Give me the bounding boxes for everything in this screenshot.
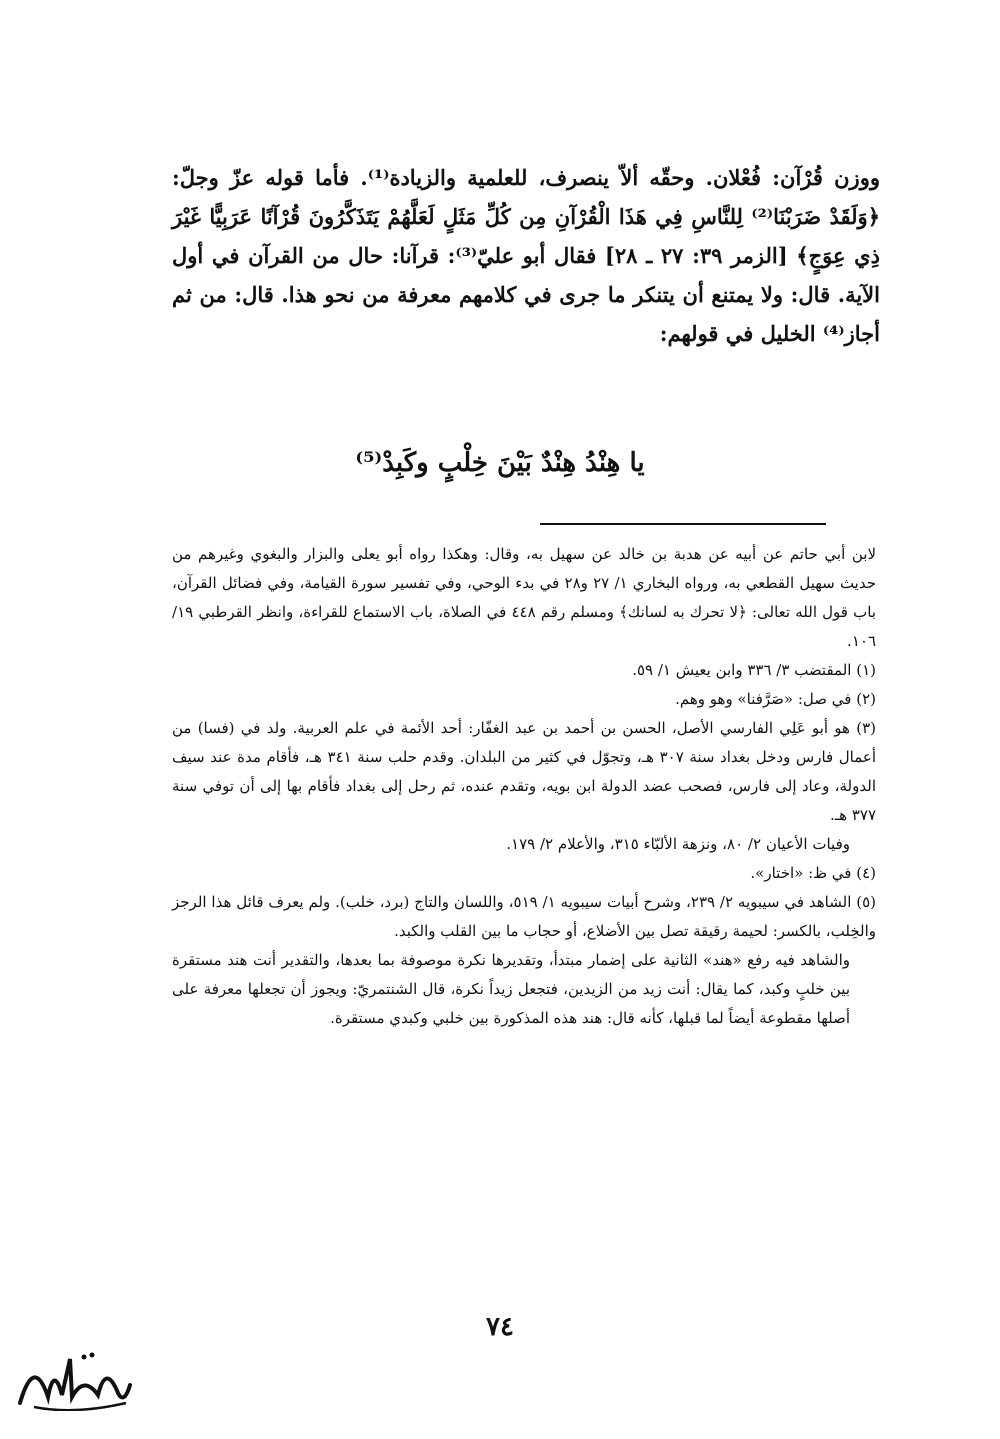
footnotes xyxy=(172,540,876,1033)
footnote-1: (١) المقتضب ٣/ ٣٣٦ وابن يعيش ١/ ٥٩. xyxy=(632,661,876,679)
page-number: ٧٤ xyxy=(486,1312,514,1342)
footnote-5: (٥) الشاهد في سيبويه ٢/ ٢٣٩، وشرح أبيات سيبويه ١/ ٥١٩، واللسان والتاج (برد، خلب). ولم يعرف قائل هذا الرجز والخِلب، بالكسر: لحيمة رقيقة تصل بين الأضلاع، أو حجاب ما بين القلب والكبد. xyxy=(172,893,876,940)
footnote-separator xyxy=(540,523,826,525)
main-text xyxy=(172,158,880,353)
footnote-continuation: لابن أبي حاتم عن أبيه عن هدبة بن خالد عن سهيل به، وقال: وهكذا رواه أبو يعلى والبزار والبغوي وغيرهم من حديث سهيل القطعي به، ورواه البخاري ١/ ٢٧ و٢٨ في بدء الوحي، وفي تفسير سورة القيامة، وفي فضائل القرآن، باب قول الله تعالى: ﴿لا تحرك به لسانك﴾ ومسلم رقم ٤٤٨ في الصلاة، باب الاستماع للقراءة، وانظر القرطبي ١٩/ ١٠٦. xyxy=(172,545,876,650)
poetry-verse: يا هِنْدُ هِنْدٌ بَيْنَ خِلْبٍ وكَبِدْ⁽⁵⁾ xyxy=(355,448,645,478)
footnote-3-references: وفيات الأعيان ٢/ ٨٠، ونزهة الألبّاء ٣١٥، والأعلام ٢/ ١٧٩. xyxy=(506,835,850,853)
footnote-2: (٢) في صل: «صَرَّفنا» وهو وهم. xyxy=(675,690,876,708)
footnote-3: (٣) هو أبو عَلِي الفارسي الأصل، الحسن بن أحمد بن عبد الغفّار: أحد الأئمة في علم العربية. ولد في (فسا) من أعمال فارس ودخل بغداد سنة ٣٠٧ هـ، وتجوّل في كثير من البلدان. وقدم حلب سنة ٣٤١ هـ، فأقام مدة عند سيف الدولة، وعاد إلى فارس، فصحب عضد الدولة ابن بويه، وتقدم عنده، ثم رحل إلى بغداد فأقام بها إلى أن توفي سنة ٣٧٧ هـ. xyxy=(172,719,877,824)
footnote-5-explanation: والشاهد فيه رفع «هند» الثانية على إضمار مبتدأ، وتقديرها نكرة موصوفة بما بعدها، والتقدير أنت هند مستقرة بين خلبٍ وكبد، كما يقال: أنت زيد من الزيدين، فتجعل زيداً نكرة، قال الشنتمريّ: ويجوز أن تجعلها معرفة على أصلها مقطوعة أيضاً لما قبلها، كأنه قال: هند هذه المذكورة بين خلبي وكبدي مستقرة. xyxy=(172,951,850,1027)
footnote-4: (٤) في ظ: «اختار». xyxy=(750,864,876,882)
main-paragraph: ووزن قُرْآن: فُعْلان. وحقّه ألاّ ينصرف، للعلمية والزيادة⁽¹⁾. فأما قوله عزّ وجلّ: ﴿وَلَقَدْ ضَرَبْنَا⁽²⁾ لِلنَّاسِ فِي هَذَا الْقُرْآنِ مِن كُلِّ مَثَلٍ لَعَلَّهُمْ يَتَذَكَّرُونَ قُرْآنًا عَرَبِيًّا غَيْرَ ذِي عِوَجٍ﴾ [الزمر ٣٩: ٢٧ ـ ٢٨] فقال أبو عليّ⁽³⁾: قرآنا: حال من القرآن في أول الآية. قال: ولا يمتنع أن يتنكر ما جرى في كلامهم معرفة من نحو هذا. قال: من ثم أجاز⁽⁴⁾ الخليل في قولهم: xyxy=(172,165,880,346)
calligraphy-stamp-icon xyxy=(14,1345,134,1423)
